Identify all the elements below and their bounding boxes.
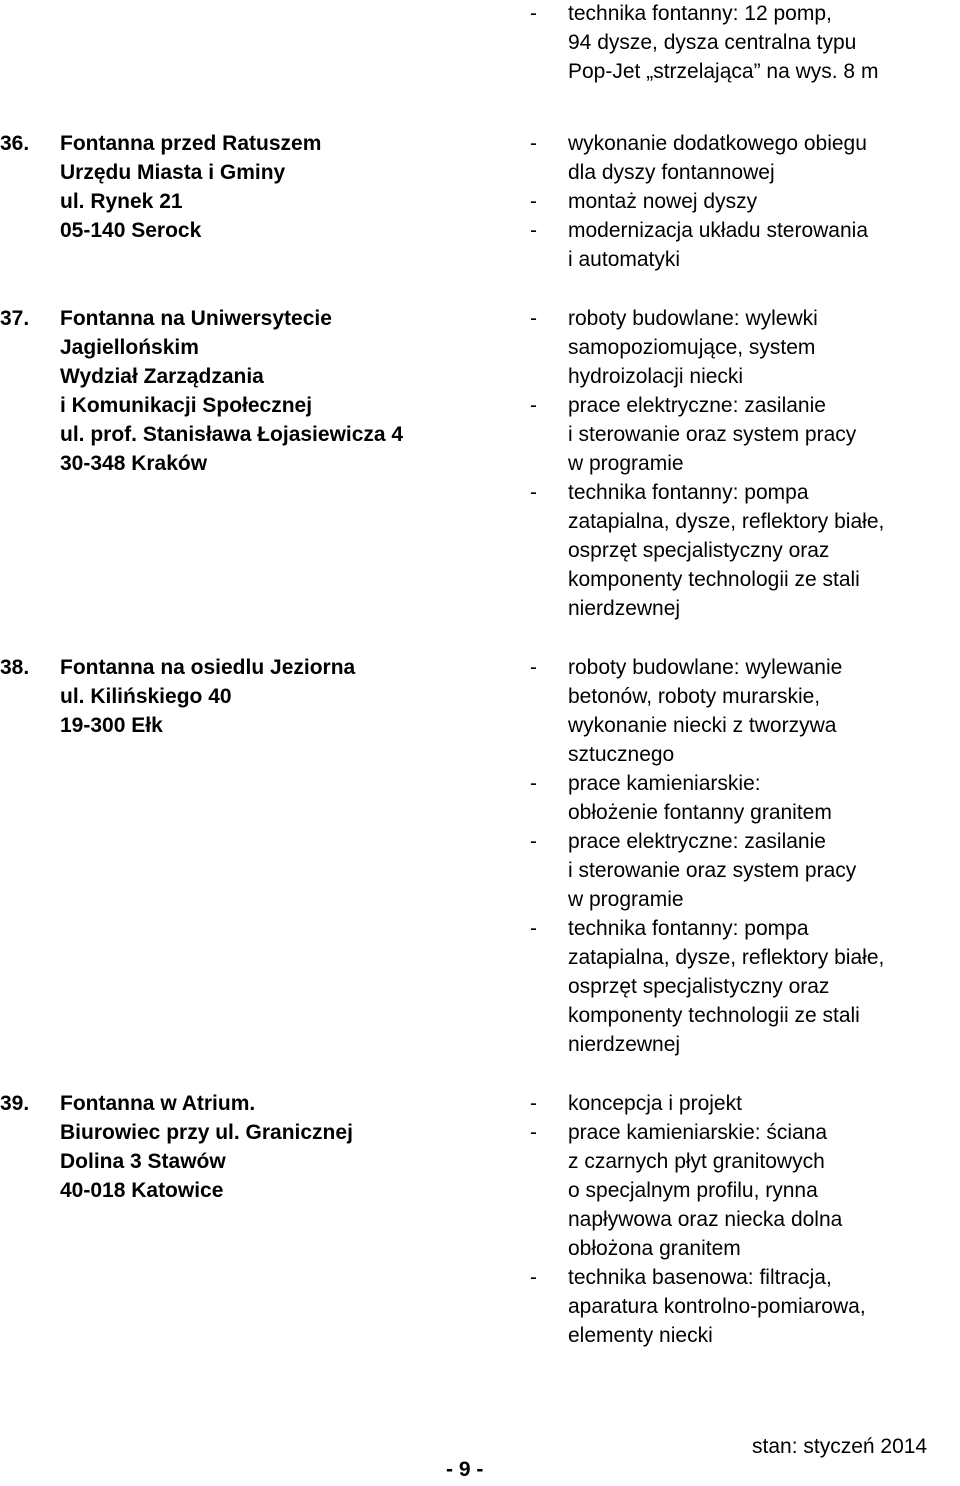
scope-line: montaż nowej dyszy [568, 190, 758, 213]
entry-number: 36. [0, 132, 30, 155]
address-line: Dolina 3 Stawów [60, 1150, 226, 1173]
entry-number: 37. [0, 307, 30, 330]
scope-line: technika fontanny: 12 pomp, [568, 2, 832, 25]
entry-scope-list [530, 1089, 960, 1350]
scope-line: obłożenie fontanny granitem [568, 801, 832, 824]
address-line: ul. Kilińskiego 40 [60, 685, 232, 708]
scope-line: aparatura kontrolno-pomiarowa, [568, 1295, 866, 1318]
scope-line: prace kamieniarskie: ściana [568, 1121, 828, 1144]
scope-line: technika basenowa: filtracja, [568, 1266, 832, 1289]
bullet-dash: - [530, 772, 537, 795]
scope-item [530, 769, 960, 827]
scope-item [530, 304, 960, 391]
scope-line: sztucznego [568, 743, 675, 766]
entry-address [60, 1089, 470, 1205]
scope-line: obłożona granitem [568, 1237, 741, 1260]
address-line: 30-348 Kraków [60, 452, 208, 475]
entry-address [60, 129, 470, 245]
bullet-dash: - [530, 132, 537, 155]
bullet-dash: - [530, 219, 537, 242]
scope-item [530, 187, 960, 216]
scope-line: roboty budowlane: wylewki [568, 307, 818, 330]
address-line: 19-300 Ełk [60, 714, 163, 737]
entry-number: 38. [0, 656, 30, 679]
scope-line: napływowa oraz niecka dolna [568, 1208, 843, 1231]
address-line: Biurowiec przy ul. Granicznej [60, 1121, 353, 1144]
scope-line: technika fontanny: pompa [568, 481, 809, 504]
scope-item [530, 216, 960, 274]
bullet-dash: - [530, 917, 537, 940]
scope-line: i sterowanie oraz system pracy [568, 859, 857, 882]
bullet-dash: - [530, 1092, 537, 1115]
scope-line: betonów, roboty murarskie, [568, 685, 821, 708]
page-number: - 9 - [446, 1458, 484, 1481]
scope-line: wykonanie niecki z tworzywa [568, 714, 837, 737]
entry-address [60, 304, 470, 478]
bullet-dash: - [530, 1121, 537, 1144]
entry-scope-list [530, 0, 960, 86]
address-line: Fontanna przed Ratuszem [60, 132, 322, 155]
scope-line: z czarnych płyt granitowych [568, 1150, 825, 1173]
scope-item [530, 653, 960, 769]
status-date: stan: styczeń 2014 [752, 1435, 928, 1458]
scope-line: osprzęt specjalistyczny oraz [568, 539, 830, 562]
bullet-dash: - [530, 481, 537, 504]
entry-scope-list [530, 304, 960, 623]
scope-item [530, 129, 960, 187]
entry-scope-list [530, 653, 960, 1059]
entry-number: 39. [0, 1092, 30, 1115]
scope-line: nierdzewnej [568, 597, 681, 620]
bullet-dash: - [530, 656, 537, 679]
scope-line: elementy niecki [568, 1324, 713, 1347]
address-line: Urzędu Miasta i Gminy [60, 161, 286, 184]
scope-item [530, 1263, 960, 1350]
scope-line: modernizacja układu sterowania [568, 219, 868, 242]
address-line: ul. Rynek 21 [60, 190, 183, 213]
scope-item [530, 1118, 960, 1263]
scope-line: zatapialna, dysze, reflektory białe, [568, 946, 885, 969]
scope-line: wykonanie dodatkowego obiegu [568, 132, 867, 155]
scope-line: zatapialna, dysze, reflektory białe, [568, 510, 885, 533]
scope-line: w programie [568, 888, 684, 911]
scope-line: o specjalnym profilu, rynna [568, 1179, 818, 1202]
address-line: Fontanna w Atrium. [60, 1092, 256, 1115]
address-line: Fontanna na osiedlu Jeziorna [60, 656, 356, 679]
scope-line: i sterowanie oraz system pracy [568, 423, 857, 446]
scope-line: prace elektryczne: zasilanie [568, 830, 826, 853]
bullet-dash: - [530, 394, 537, 417]
scope-item [530, 914, 960, 1059]
scope-line: hydroizolacji niecki [568, 365, 744, 388]
scope-line: 94 dysze, dysza centralna typu [568, 31, 857, 54]
bullet-dash: - [530, 307, 537, 330]
scope-line: prace elektryczne: zasilanie [568, 394, 826, 417]
scope-line: Pop-Jet „strzelająca” na wys. 8 m [568, 60, 879, 83]
bullet-dash: - [530, 830, 537, 853]
bullet-dash: - [530, 190, 537, 213]
scope-line: samopoziomujące, system [568, 336, 816, 359]
scope-line: i automatyki [568, 248, 681, 271]
address-line: 05-140 Serock [60, 219, 202, 242]
scope-line: w programie [568, 452, 684, 475]
scope-item [530, 1089, 960, 1118]
address-line: Wydział Zarządzania [60, 365, 264, 388]
scope-line: komponenty technologii ze stali [568, 568, 860, 591]
address-line: i Komunikacji Społecznej [60, 394, 313, 417]
scope-line: nierdzewnej [568, 1033, 681, 1056]
scope-line: prace kamieniarskie: [568, 772, 761, 795]
scope-item [530, 827, 960, 914]
address-line: Fontanna na Uniwersytecie [60, 307, 332, 330]
entry-scope-list [530, 129, 960, 274]
scope-line: dla dyszy fontannowej [568, 161, 775, 184]
scope-line: osprzęt specjalistyczny oraz [568, 975, 830, 998]
address-line: Jagiellońskim [60, 336, 199, 359]
scope-item [530, 0, 960, 86]
scope-item [530, 391, 960, 478]
bullet-dash: - [530, 2, 537, 25]
scope-line: technika fontanny: pompa [568, 917, 809, 940]
scope-line: roboty budowlane: wylewanie [568, 656, 843, 679]
address-line: 40-018 Katowice [60, 1179, 224, 1202]
bullet-dash: - [530, 1266, 537, 1289]
scope-line: komponenty technologii ze stali [568, 1004, 860, 1027]
scope-line: koncepcja i projekt [568, 1092, 742, 1115]
scope-item [530, 478, 960, 623]
entry-address [60, 653, 470, 740]
address-line: ul. prof. Stanisława Łojasiewicza 4 [60, 423, 404, 446]
